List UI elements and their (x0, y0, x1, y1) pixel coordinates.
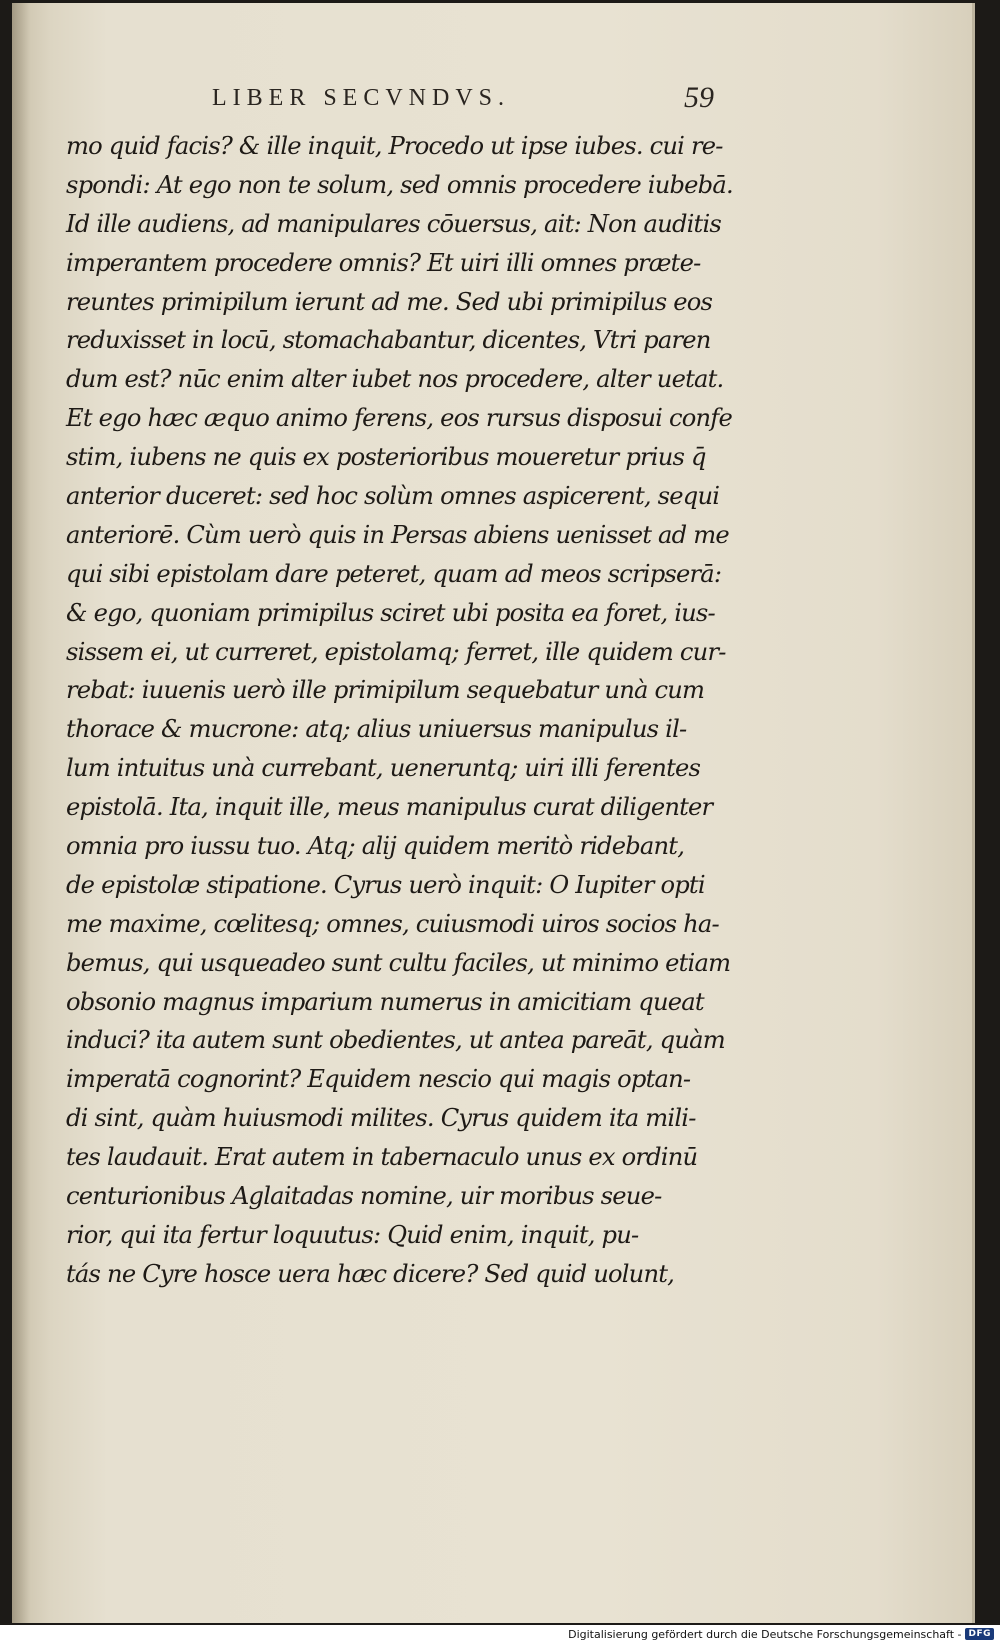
text-line: stim, iubens ne quis ex posterioribus moueretur prius q̄ (66, 443, 706, 472)
text-line: imperatā cognorint? Equidem nescio qui magis optan- (66, 1065, 691, 1094)
text-line: lum intuitus unà currebant, ueneruntq; uiri illi ferentes (66, 754, 701, 783)
text-line: rior, qui ita fertur loquutus: Quid enim, inquit, pu- (66, 1220, 639, 1249)
text-line: me maxime, cœlitesq; omnes, cuiusmodi uiros socios ha- (66, 909, 719, 938)
dfg-logo-icon: DFG (965, 1628, 994, 1640)
text-line: tás ne Cyre hosce uera hæc dicere? Sed quid uolunt, (66, 1259, 675, 1288)
running-title: LIBER SECVNDVS. (212, 85, 511, 111)
text-line: di sint, quàm huiusmodi milites. Cyrus quidem ita mili- (66, 1104, 696, 1133)
text-line: sissem ei, ut curreret, epistolamq; ferret, ille quidem cur- (66, 637, 726, 666)
text-line: dum est? nūc enim alter iubet nos procedere, alter uetat. (66, 365, 724, 394)
text-line: anteriorē. Cùm uerò quis in Persas abiens uenisset ad me (66, 520, 729, 549)
text-line: de epistolæ stipatione. Cyrus uerò inquit: O Iupiter opti (66, 870, 705, 899)
funding-note: Digitalisierung gefördert durch die Deutsche Forschungsgemeinschaft - (568, 1627, 962, 1641)
text-line: obsonio magnus imparium numerus in amicitiam queat (66, 987, 704, 1016)
text-line: qui sibi epistolam dare peteret, quam ad meos scripserā: (66, 559, 722, 588)
text-line: reduxisset in locū, stomachabantur, dicentes, Vtri paren (66, 326, 711, 355)
text-line: bemus, qui usqueadeo sunt cultu faciles, ut minimo etiam (66, 948, 731, 977)
text-line: tes laudauit. Erat autem in tabernaculo unus ex ordinū (66, 1143, 698, 1172)
book-page (12, 3, 975, 1623)
text-line: thorace & mucrone: atq; alius uniuersus manipulus il- (66, 715, 687, 744)
text-line: Et ego hæc æquo animo ferens, eos rursus disposui confe (66, 404, 732, 433)
text-line: epistolā. Ita, inquit ille, meus manipulus curat diligenter (66, 793, 713, 822)
footer (568, 1625, 994, 1643)
text-line: induci? ita autem sunt obedientes, ut antea pareāt, quàm (66, 1026, 725, 1055)
text-line: spondi: At ego non te solum, sed omnis procedere iubebā. (66, 170, 733, 199)
text-line: omnia pro iussu tuo. Atq; alij quidem meritò ridebant, (66, 832, 685, 861)
text-line: mo quid facis? & ille inquit, Procedo ut ipse iubes. cui re- (66, 132, 723, 160)
text-line: & ego, quoniam primipilus sciret ubi posita ea foret, ius- (66, 598, 715, 627)
body-text (66, 127, 738, 1294)
text-line: reuntes primipilum ierunt ad me. Sed ubi primipilus eos (66, 287, 713, 316)
text-line: centurionibus Aglaitadas nomine, uir moribus seue- (66, 1182, 662, 1211)
text-line: anterior duceret: sed hoc solùm omnes aspicerent, sequi (66, 482, 720, 511)
text-line: imperantem procedere omnis? Et uiri illi omnes præte- (66, 248, 701, 277)
text-line: Id ille audiens, ad manipulares cōuersus, ait: Non auditis (66, 209, 722, 238)
page-number: 59 (684, 81, 714, 114)
text-line: rebat: iuuenis uerò ille primipilum sequebatur unà cum (66, 676, 705, 705)
